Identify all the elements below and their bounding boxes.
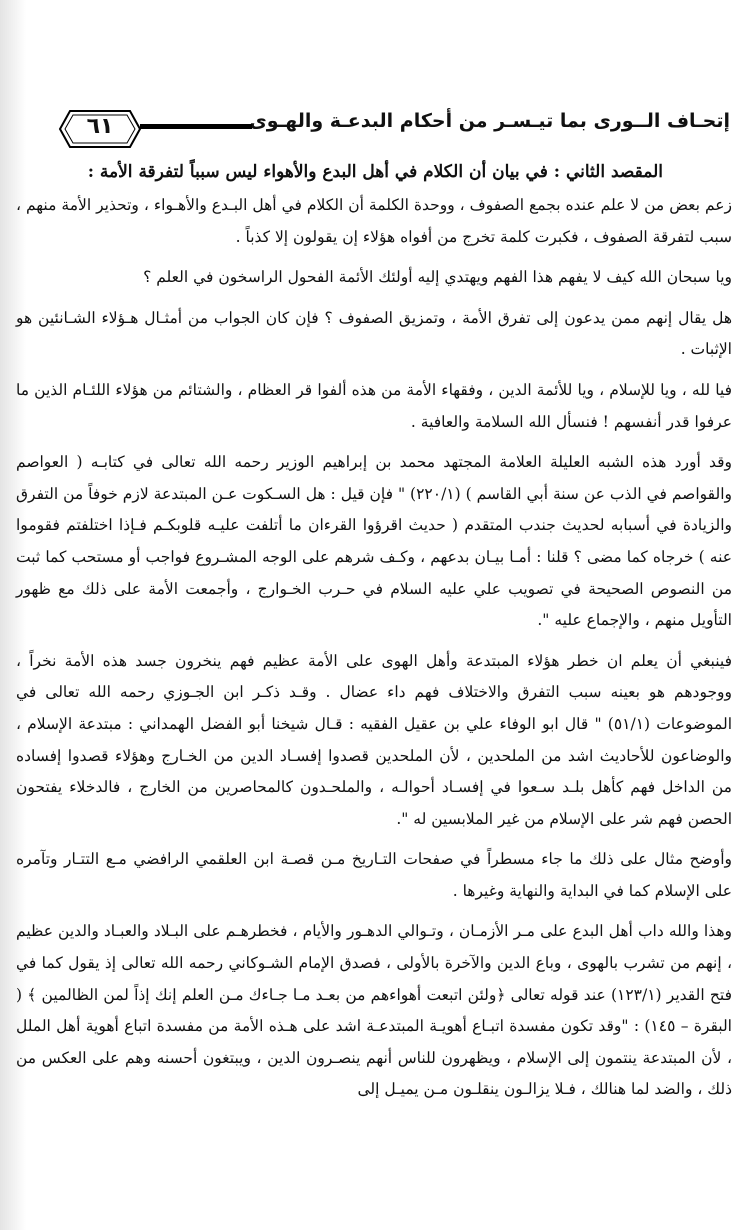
paragraph: وأوضح مثال على ذلك ما جاء مسطراً في صفحات التـاريخ مـن قصـة ابن العلقمي الرافضي مـع التتـار وتآمره على الإسلام كما في البداية والنهاية وغيرها . — [16, 850, 732, 900]
page-number: ٦١ — [86, 114, 114, 139]
paragraph: زعم بعض من لا علم عنده بجمع الصفوف ، ووحدة الكلمة أن الكلام في أهل البـدع والأهـواء ، وتحذير الأمة منهم ، سبب لتفرقة الصفوف ، فكبرت كلمة تخرج من أفواه هؤلاء إن يقولون إلا كذباً . — [16, 196, 732, 246]
running-header — [58, 108, 730, 158]
paragraph: وهذا والله داب أهل البدع على مـر الأزمـان ، وتـوالي الدهـور والأيام ، فخطرهـم على البـلاد والعبـاد والدين عظيم ، إنهم من تشرب بالهوى ، وباع الدين والآخرة بالأولى ، فصدق الإمام الشـوكاني رحمه الله تعالى إذ يقول كما في فتح القدير (١٢٣/١) عند قوله تعالى ﴿ولئن اتبعت أهواءهم من بعـد مـا جـاءك مـن العلم إنك إذاً لمن الظالمين ﴾ ( البقرة – ١٤٥) : "وقد تكون مفسدة اتبـاع أهويـة المبتدعـة اشد على هـذه الأمة من مفسدة اتباع أهوية أهل الملل ، لأن المبتدعة ينتمون إلى الإسلام ، ويظهرون للناس أنهم ينصـرون الدين ، ويبتغون أحسنه وهم على العكس من ذلك ، والضد لما هنالك ، فـلا يزالـون ينقلـون مـن يميـل إلى — [16, 922, 732, 1099]
paragraph: ويا سبحان الله كيف لا يفهم هذا الفهم ويهتدي إليه أولئك الأئمة الفحول الراسخون في العلم ؟ — [143, 268, 732, 287]
body-text — [16, 190, 732, 1106]
page-number-badge — [58, 108, 142, 150]
header-rule — [140, 124, 252, 129]
section-heading: المقصد الثاني : في بيان أن الكلام في أهل البدع والأهواء ليس سبباً لتفرقة الأمة : — [87, 162, 663, 182]
paragraph: فينبغي أن يعلم ان خطر هؤلاء المبتدعة وأهل الهوى على الأمة عظيم فهم ينخرون جسد هذه الأمة نخراً ، ووجودهم هو بعينه سبب التفرق والاختلاف فهم داء عضال . وقـد ذكـر ابن الجـوزي رحمه الله تعالى في الموضوعات (٥١/١) " قال ابو الوفاء علي بن عقيل الفقيه : قـال شيخنا أبو الفضل الهمداني : مبتدعة الإسلام ، والوضاعون للأحاديث اشد من الملحدين ، لأن الملحدين قصدوا إفسـاد الدين من الخـارج وهؤلاء قصدوا إفساده من الداخل فهم كأهل بلـد سـعوا في إفسـاد أحوالـه ، والملحـدون كالمحاصرين من الخارج ، فالدخلاء يفتحون الحصن فهم شر على الإسلام من غير الملابسين له ". — [16, 651, 733, 828]
book-title: إتحـاف الــورى بما تيـسـر من أحكام البدعـة والهـوى — [249, 110, 730, 132]
paragraph: فيا لله ، ويا للإسلام ، ويا للأئمة الدين ، وفقهاء الأمة من هذه ألفوا قر العظام ، والشتائم من هؤلاء اللئـام الذين ما عرفوا قدر أنفسهم ! فنسأل الله السلامة والعافية . — [16, 380, 732, 431]
paragraph: هل يقال إنهم ممن يدعون إلى تفرق الأمة ، وتمزيق الصفوف ؟ فإن كان الجواب من أمثـال هـؤلاء الشـانئين هو الإثبات . — [16, 308, 732, 359]
paragraph: وقد أورد هذه الشبه العليلة العلامة المجتهد محمد بن إبراهيم الوزير رحمه الله تعالى في كتابـه ( العواصم والقواصم في الذب عن سنة أبي القاسم ) (٢٢٠/١) " فإن قيل : هل السـكوت عـن المبتدعة لازم خوفاً من التفرق والزيادة في أسبابه لحديث جندب المتقدم ( حديث اقرؤوا القرءان ما أتلفت عليـه قلوبكـم فـإذا اختلفتم فقوموا عنه ) خرجاه كما مضى ؟ قلنا : أمـا بيـان بدعهم ، وكـف شرهم على الوجه المشـروع فواجب أو مستحب كما ثبت من النصوص الصحيحة في تصويب علي عليه السلام في حـرب الخـوارج ، وأجمعت الأمة على ذلك مع ظهور التأويل منهم ، والإجماع عليه ". — [16, 453, 732, 630]
